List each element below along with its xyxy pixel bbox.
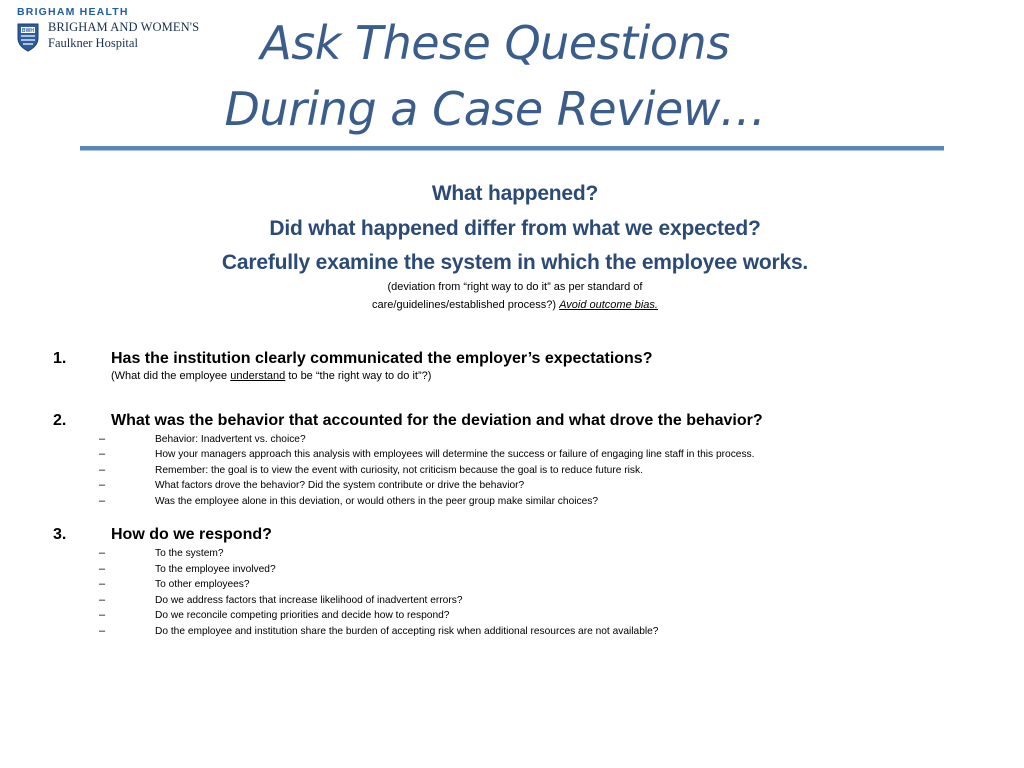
logo-hospital-name: BRIGHAM AND WOMEN'S [48, 20, 200, 34]
logo-hospital-subname: Faulkner Hospital [48, 36, 138, 50]
bullet-dash: – [99, 479, 106, 491]
question-3-text: How do we respond? [111, 526, 272, 543]
question-2-number: 2. [53, 412, 67, 429]
title-divider [80, 146, 944, 151]
question-3-bullet: Do the employee and institution share the burden of accepting risk when additional resources are not available? [155, 626, 659, 637]
intro-question-2: Did what happened differ from what we expected? [269, 217, 761, 240]
bullet-dash: – [99, 547, 106, 559]
intro-question-1: What happened? [431, 182, 599, 205]
question-3-bullet: To other employees? [155, 579, 250, 590]
bullet-dash: – [99, 625, 106, 637]
bullet-dash: – [99, 578, 106, 590]
question-3-bullet: To the employee involved? [155, 564, 276, 575]
bullet-dash: – [99, 594, 106, 606]
question-2-bullet: How your managers approach this analysis with employees will determine the success or failure of engaging line staff in this process. [155, 449, 755, 460]
question-1-subtext [111, 370, 431, 382]
question-1-text: Has the institution clearly communicated the employer’s expectations? [111, 350, 653, 367]
question-3-number: 3. [53, 526, 67, 543]
question-2-bullet: Was the employee alone in this deviation, or would others in the peer group make similar choices? [155, 496, 599, 507]
bullet-dash: – [99, 495, 106, 507]
question-1-sub-suffix: to be “the right way to do it”?) [285, 370, 432, 382]
intro-note-line-2 [0, 299, 1024, 311]
question-1-sub-prefix: (What did the employee [111, 370, 231, 382]
intro-note-prefix: care/guidelines/established process?) [372, 299, 560, 311]
slide-title-line-2: During a Case Review… [224, 82, 766, 136]
bullet-dash: – [99, 433, 106, 445]
bullet-dash: – [99, 609, 106, 621]
intro-question-3: Carefully examine the system in which the employee works. [221, 251, 809, 274]
shield-text: BWH [22, 28, 34, 34]
bullet-dash: – [99, 448, 106, 460]
bullet-dash: – [99, 563, 106, 575]
question-1-number: 1. [53, 350, 67, 367]
bullet-dash: – [99, 464, 106, 476]
logo-brand-text: BRIGHAM HEALTH [17, 6, 129, 18]
intro-note-line-1: (deviation from “right way to do it” as per standard of [387, 281, 643, 293]
question-2-bullet: Behavior: Inadvertent vs. choice? [155, 434, 306, 445]
question-2-bullet: What factors drove the behavior? Did the system contribute or drive the behavior? [155, 480, 525, 491]
question-1-sub-underlined: understand [230, 370, 286, 382]
question-2-text: What was the behavior that accounted for the deviation and what drove the behavior? [111, 412, 763, 429]
slide-title-line-1: Ask These Questions [260, 16, 730, 70]
question-3-bullet: Do we address factors that increase likelihood of inadvertent errors? [155, 595, 463, 606]
question-2-bullet: Remember: the goal is to view the event with curiosity, not criticism because the goal is to reduce future risk. [155, 465, 643, 476]
question-3-bullet: To the system? [155, 548, 224, 559]
intro-note-emphasis: Avoid outcome bias. [559, 299, 658, 311]
question-3-bullet: Do we reconcile competing priorities and decide how to respond? [155, 610, 450, 621]
